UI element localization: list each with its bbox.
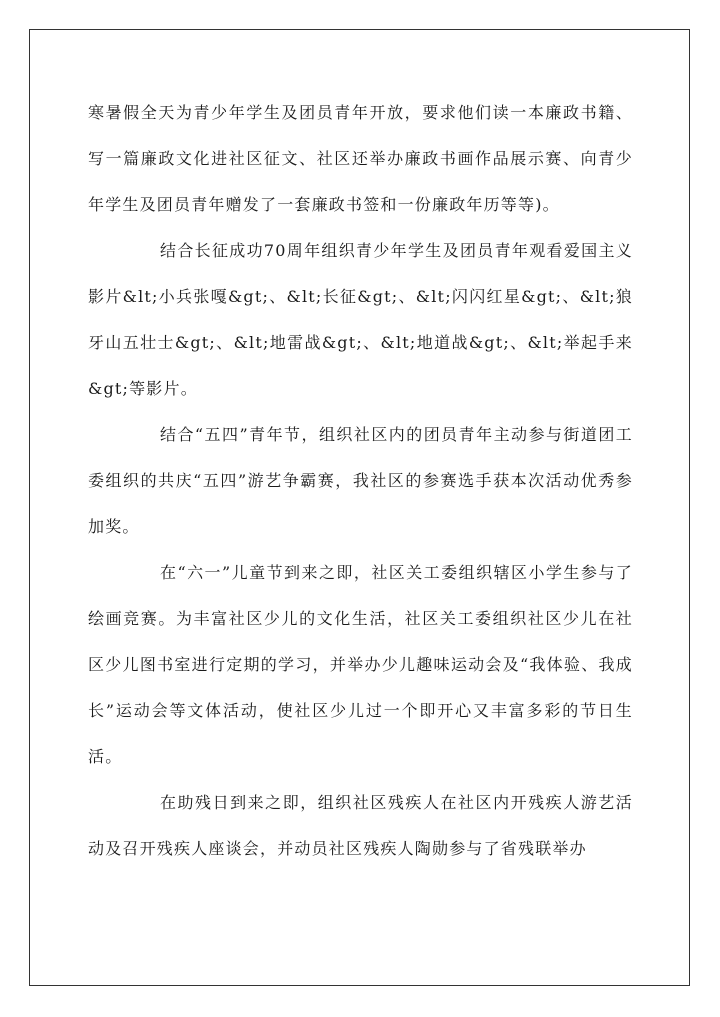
paragraph-5: 在助残日到来之即，组织社区残疾人在社区内开残疾人游艺活动及召开残疾人座谈会，并动员社区残疾人陶勋参与了省残联举办 <box>88 793 633 858</box>
document-body <box>88 90 633 872</box>
paragraph-2: 结合长征成功70周年组织青少年学生及团员青年观看爱国主义影片&lt;小兵张嘎&gt;、&lt;长征&gt;、&lt;闪闪红星&gt;、&lt;狼牙山五壮士&gt;、&lt;地雷战&gt;、&lt;地道战&gt;、&lt;举起手来&gt;等影片。 <box>88 241 633 398</box>
paragraph-4: 在“六一”儿童节到来之即，社区关工委组织辖区小学生参与了绘画竞赛。为丰富社区少儿的文化生活，社区关工委组织社区少儿在社区少儿图书室进行定期的学习，并举办少儿趣味运动会及“我体验、我成长”运动会等文体活动，使社区少儿过一个即开心又丰富多彩的节日生活。 <box>88 563 633 766</box>
paragraph-3: 结合“五四”青年节，组织社区内的团员青年主动参与街道团工委组织的共庆“五四”游艺争霸赛，我社区的参赛选手获本次活动优秀参加奖。 <box>88 425 633 536</box>
paragraph-1: 寒暑假全天为青少年学生及团员青年开放，要求他们读一本廉政书籍、写一篇廉政文化进社区征文、社区还举办廉政书画作品展示赛、向青少年学生及团员青年赠发了一套廉政书签和一份廉政年历等等)。 <box>88 103 633 214</box>
